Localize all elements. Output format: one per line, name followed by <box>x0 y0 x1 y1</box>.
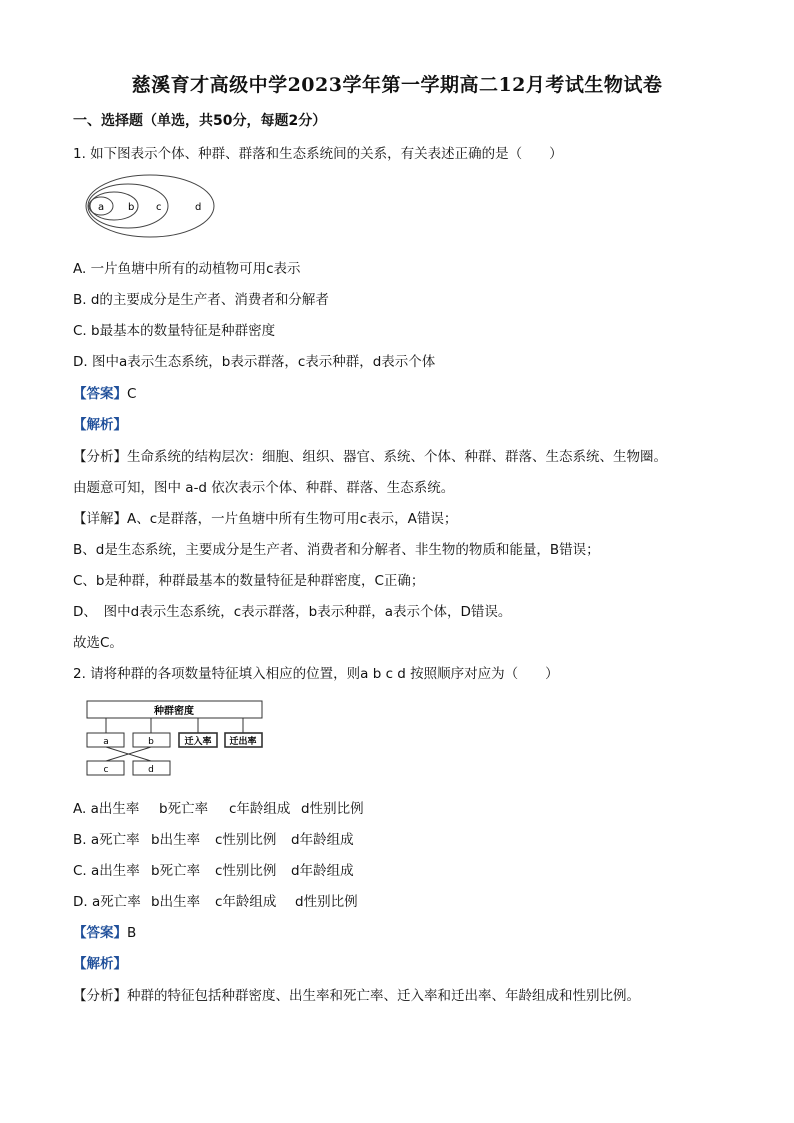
q2-opt-d-part2: b出生率 <box>151 894 201 910</box>
q2-opt-b-part2: b出生率 <box>151 832 201 848</box>
population-features-figure <box>86 700 266 778</box>
q1-fenxi-text2: 由题意可知，图中 a-d 依次表示个体、种群、群落、生态系统。 <box>73 480 455 496</box>
nested-ellipses-figure <box>84 171 218 243</box>
answer-tag: 【答案】 <box>73 925 127 941</box>
q1-option-b: B. d的主要成分是生产者、消费者和分解者 <box>73 292 329 308</box>
q2-opt-c-part4: d年龄组成 <box>291 863 354 879</box>
q2-opt-c-part2: b死亡率 <box>151 863 201 879</box>
q2-opt-b-part4: d年龄组成 <box>291 832 354 848</box>
q1-option-d: D. 图中a表示生态系统，b表示群落，c表示种群，d表示个体 <box>73 354 436 370</box>
q2-opt-d-part4: d性别比例 <box>295 894 358 910</box>
fig-c: c <box>103 765 109 775</box>
section-heading: 一、选择题（单选，共50分，每题2分） <box>73 113 327 129</box>
q1-answer: C <box>127 386 137 402</box>
q2-opt-a-part2: b死亡率 <box>159 801 209 817</box>
q1-analysis-tag: 【解析】 <box>73 417 127 433</box>
q2-option-d <box>73 890 358 910</box>
q1-xiangjie-d: D、 图中d表示生态系统，c表示群落，b表示种群，a表示个体，D错误。 <box>73 604 512 620</box>
q2-opt-a-part4: d性别比例 <box>301 801 364 817</box>
label-a: a <box>98 202 105 213</box>
q2-analysis-tag: 【解析】 <box>73 956 127 972</box>
label-d: d <box>195 202 202 213</box>
q2-opt-a-part1: A. a出生率 <box>73 801 140 817</box>
q1-xiangjie-c: C、b是种群，种群最基本的数量特征是种群密度，C正确； <box>73 573 425 589</box>
fig-top-label: 种群密度 <box>154 706 194 717</box>
q2-opt-d-part3: c年龄组成 <box>215 894 277 910</box>
q2-answer: B <box>127 925 137 941</box>
q1-fenxi-text: 生命系统的结构层次：细胞、组织、器官、系统、个体、种群、群落、生态系统、生物圈。 <box>127 449 667 465</box>
fig-a: a <box>103 737 109 747</box>
fig-emigration: 迁出率 <box>229 737 257 747</box>
q2-opt-a-part3: c年龄组成 <box>229 801 291 817</box>
q2-option-b <box>73 828 354 848</box>
question-2-stem: 2. 请将种群的各项数量特征填入相应的位置，则a b c d 按照顺序对应为（ ） <box>73 666 559 682</box>
fenxi-tag: 【分析】 <box>73 449 127 465</box>
q2-opt-d-part1: D. a死亡率 <box>73 894 141 910</box>
q2-opt-b-part1: B. a死亡率 <box>73 832 140 848</box>
answer-tag: 【答案】 <box>73 386 127 402</box>
q1-answer-line <box>73 382 136 402</box>
q2-option-c <box>73 859 354 879</box>
q2-answer-line <box>73 921 136 941</box>
label-b: b <box>128 202 135 213</box>
q2-opt-c-part1: C. a出生率 <box>73 863 140 879</box>
xiangjie-tag: 【详解】 <box>73 511 127 527</box>
fenxi-tag: 【分析】 <box>73 988 127 1004</box>
label-c: c <box>156 202 162 213</box>
q2-fenxi-text: 种群的特征包括种群密度、出生率和死亡率、迁入率和迁出率、年龄组成和性别比例。 <box>127 988 640 1004</box>
fig-immigration: 迁入率 <box>184 737 212 747</box>
question-1-stem: 1. 如下图表示个体、种群、群落和生态系统间的关系，有关表述正确的是（ ） <box>73 146 563 162</box>
q1-xiangjie-b: B、d是生态系统，主要成分是生产者、消费者和分解者、非生物的物质和能量，B错误； <box>73 542 600 558</box>
q1-xiangjie-a: A、c是群落，一片鱼塘中所有生物可用c表示，A错误； <box>127 511 458 527</box>
q2-option-a <box>73 797 364 817</box>
fig-d: d <box>148 765 154 775</box>
q2-opt-c-part3: c性别比例 <box>215 863 277 879</box>
q1-option-a: A. 一片鱼塘中所有的动植物可用c表示 <box>73 261 301 277</box>
exam-title: 慈溪育才高级中学2023学年第一学期高二12月考试生物试卷 <box>131 74 663 96</box>
fig-b: b <box>148 737 154 747</box>
q2-opt-b-part3: c性别比例 <box>215 832 277 848</box>
q1-fenxi-line <box>73 445 667 465</box>
q1-option-c: C. b最基本的数量特征是种群密度 <box>73 323 276 339</box>
q2-fenxi-line <box>73 984 640 1004</box>
q1-conclusion: 故选C。 <box>73 635 123 651</box>
q1-xiangjie-line <box>73 507 457 527</box>
